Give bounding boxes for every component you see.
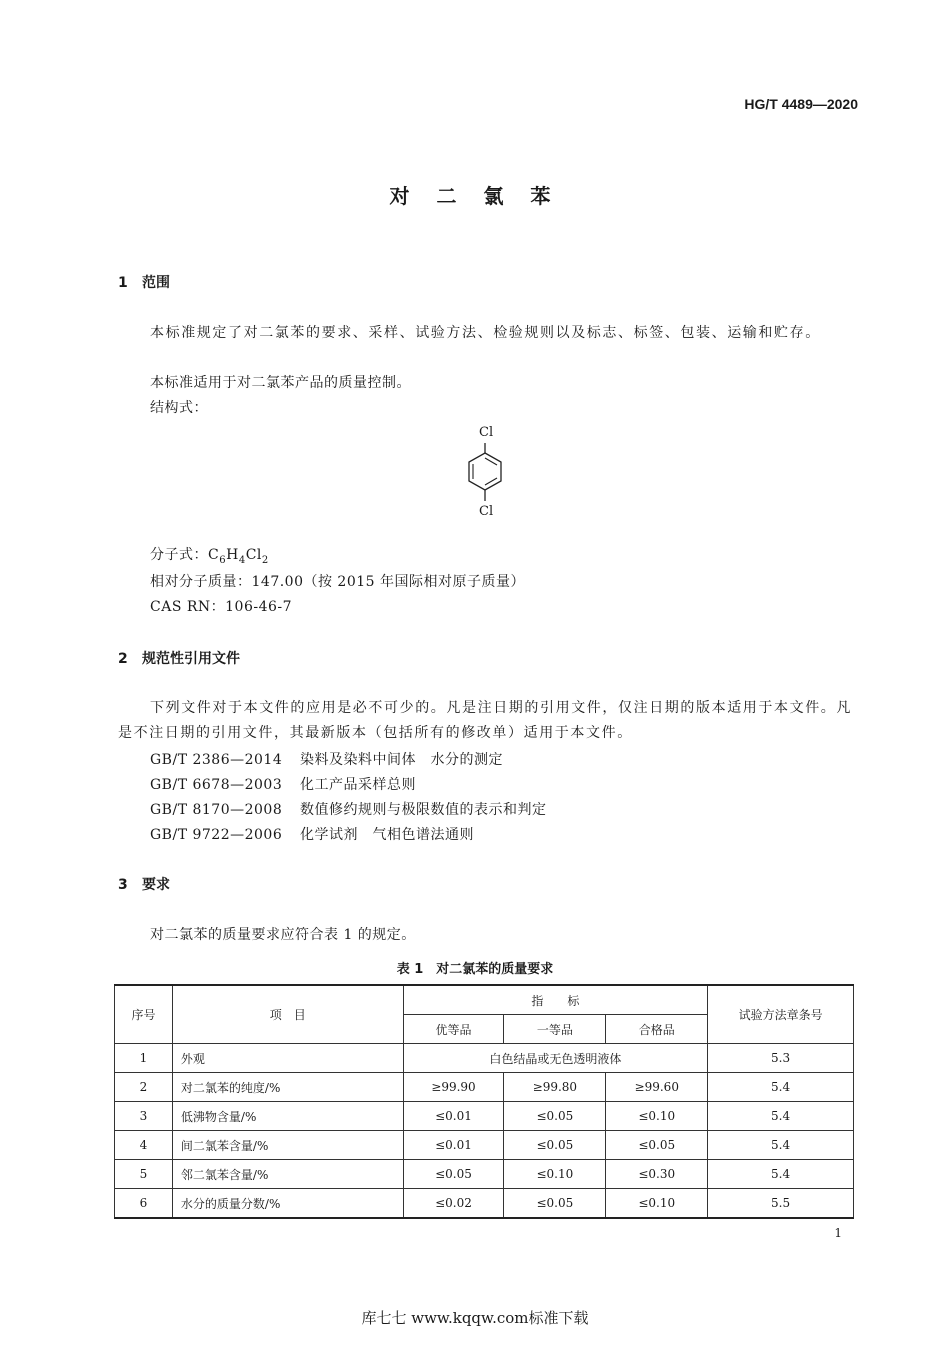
structure-label: 结构式： [150,400,208,416]
reference-code: GB/T 2386—2014 [150,752,283,768]
formula-chlorine-count: 2 [261,554,269,566]
cell-first: ≤0.05 [504,1131,606,1160]
table-caption: 表 1 对二氯苯的质量要求 [396,962,554,977]
table-row [115,1102,854,1131]
cell-item: 邻二氯苯含量/% [172,1160,403,1189]
formula-carbon-count: 6 [219,554,227,566]
standard-code: HG/T 4489—2020 [744,96,858,112]
reference-name: 染料及染料中间体 水分的测定 [300,752,503,768]
header-no: 序号 [115,985,173,1044]
header-qualified: 合格品 [606,1015,708,1044]
cell-first: ≥99.80 [504,1073,606,1102]
cell-item: 对二氯苯的纯度/% [172,1073,403,1102]
section-title: 规范性引用文件 [142,651,240,667]
formula-hydrogen-count: 4 [238,554,246,566]
cell-first: ≤0.05 [504,1189,606,1219]
scope-paragraph-1: 本标准规定了对二氯苯的要求、采样、试验方法、检验规则以及标志、标签、包装、运输和贮存。 [150,325,821,341]
reference-item [150,824,474,844]
cell-qualified: ≤0.30 [606,1160,708,1189]
section-2-heading [118,648,240,668]
cell-superior: ≤0.01 [403,1131,504,1160]
page-number: 1 [834,1226,842,1240]
reference-code: GB/T 6678—2003 [150,777,283,793]
scope-paragraph-2: 本标准适用于对二氯苯产品的质量控制。 [150,375,411,391]
reference-code: GB/T 9722—2006 [150,827,283,843]
cell-qualified: ≥99.60 [606,1073,708,1102]
reference-name: 化工产品采样总则 [300,777,416,793]
reference-code: GB/T 8170—2008 [150,802,283,818]
cell-no: 3 [115,1102,173,1131]
document-title: 对 二 氯 苯 [389,184,561,208]
cell-qualified: ≤0.05 [606,1131,708,1160]
cell-method: 5.4 [708,1160,854,1189]
reference-item [150,774,416,794]
cell-superior: ≤0.01 [403,1102,504,1131]
cell-superior: ≤0.02 [403,1189,504,1219]
cell-first: ≤0.05 [504,1102,606,1131]
section-number: 2 [118,651,128,667]
cell-item: 水分的质量分数/% [172,1189,403,1219]
cell-no: 1 [115,1044,173,1073]
section-title: 要求 [142,877,170,893]
header-item: 项 目 [172,985,403,1044]
molecular-mass: 相对分子质量：147.00（按 2015 年国际相对原子质量） [150,574,526,590]
reference-name: 化学试剂 气相色谱法通则 [300,827,474,843]
cell-superior: ≥99.90 [403,1073,504,1102]
formula-hydrogen: H [226,547,239,563]
reference-item [150,749,503,769]
table-row [115,1160,854,1189]
cell-no: 2 [115,1073,173,1102]
cell-first: ≤0.10 [504,1160,606,1189]
cell-method: 5.4 [708,1073,854,1102]
section-number: 1 [118,275,128,291]
cell-merged: 白色结晶或无色透明液体 [403,1044,708,1073]
cell-no: 5 [115,1160,173,1189]
table-row [115,1131,854,1160]
cas-number: CAS RN：106-46-7 [150,599,293,615]
structural-formula [455,425,515,525]
header-index: 指 标 [403,985,708,1015]
chlorine-bottom-label: Cl [479,504,494,519]
footer-watermark: 库七七 www.kqqw.com标准下载 [361,1309,589,1327]
reference-item [150,799,547,819]
cell-method: 5.5 [708,1189,854,1219]
formula-chlorine: Cl [245,547,262,563]
cell-method: 5.4 [708,1102,854,1131]
formula-carbon: C [208,547,220,563]
cell-superior: ≤0.05 [403,1160,504,1189]
cell-no: 6 [115,1189,173,1219]
reference-name: 数值修约规则与极限数值的表示和判定 [300,802,547,818]
header-first: 一等品 [504,1015,606,1044]
quality-requirements-table [114,984,854,1219]
cell-item: 低沸物含量/% [172,1102,403,1131]
cell-qualified: ≤0.10 [606,1102,708,1131]
references-paragraph: 下列文件对于本文件的应用是必不可少的。凡是注日期的引用文件，仅注日期的版本适用于本文件。凡是不注日期的引用文件，其最新版本（包括所有的修改单）适用于本文件。 [118,700,852,741]
table-row [115,1044,854,1073]
cell-method: 5.3 [708,1044,854,1073]
section-3-heading [118,874,170,894]
section-number: 3 [118,877,128,893]
section-1-heading [118,272,170,292]
table-header-row [115,985,854,1015]
cell-item: 间二氯苯含量/% [172,1131,403,1160]
cell-qualified: ≤0.10 [606,1189,708,1219]
header-method: 试验方法章条号 [708,985,854,1044]
section-title: 范围 [142,275,170,291]
cell-no: 4 [115,1131,173,1160]
table-row [115,1189,854,1219]
cell-method: 5.4 [708,1131,854,1160]
molecular-formula [150,544,269,566]
cell-item: 外观 [172,1044,403,1073]
requirements-paragraph: 对二氯苯的质量要求应符合表 1 的规定。 [150,927,416,943]
formula-label: 分子式： [150,547,208,563]
header-superior: 优等品 [403,1015,504,1044]
chlorine-top-label: Cl [479,425,494,440]
table-row [115,1073,854,1102]
